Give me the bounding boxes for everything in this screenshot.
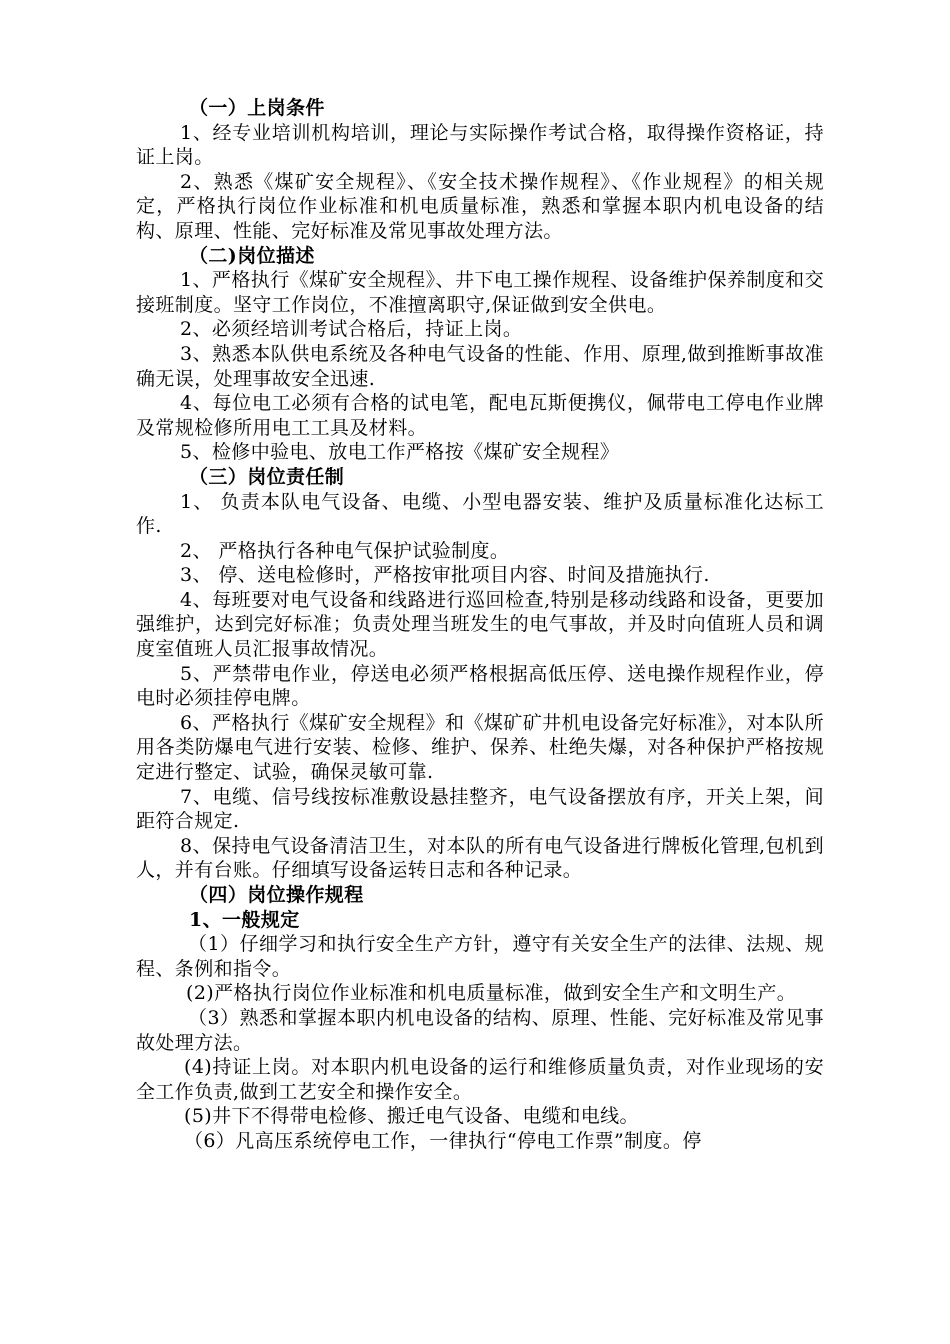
- paragraph: 8、保持电气设备清洁卫生，对本队的所有电气设备进行牌板化管理,包机到人，并有台账。仔细填写设备运转日志和各种记录。: [136, 834, 824, 882]
- paragraph: (4)持证上岗。对本职内机电设备的运行和维修质量负责，对作业现场的安全工作负责,做到工艺安全和操作安全。: [136, 1056, 824, 1103]
- paragraph: 5、严禁带电作业，停送电必须严格根据高低压停、送电操作规程作业，停电时必须挂停电牌。: [136, 662, 824, 710]
- paragraph: 7、电缆、信号线按标准敷设悬挂整齐，电气设备摆放有序，开关上架，间距符合规定.: [136, 785, 824, 833]
- document-body: [136, 96, 824, 1154]
- section-heading: 1、一般规定: [189, 908, 300, 931]
- paragraph: （1）仔细学习和执行安全生产方针，遵守有关安全生产的法律、法规、规程、条例和指令。: [136, 933, 824, 980]
- paragraph: 2、熟悉《煤矿安全规程》、《安全技术操作规程》、《作业规程》的相关规定，严格执行岗位作业标准和机电质量标准，熟悉和掌握本职内机电设备的结构、原理、性能、完好标准及常见事故处理方法。: [136, 170, 824, 242]
- paragraph: 1、经专业培训机构培训，理论与实际操作考试合格，取得操作资格证，持证上岗。: [136, 121, 824, 169]
- paragraph: （6）凡高压系统停电工作，一律执行“停电工作票”制度。停: [184, 1129, 702, 1152]
- section-heading: （四）岗位操作规程: [189, 884, 364, 906]
- section-heading: （二)岗位描述: [189, 244, 315, 267]
- paragraph: 1、 负责本队电气设备、电缆、小型电器安装、维护及质量标准化达标工作.: [136, 490, 824, 538]
- section-heading: （一）上岗条件: [189, 97, 325, 119]
- paragraph: 4、每班要对电气设备和线路进行巡回检查,特别是移动线路和设备，更要加强维护，达到完好标准；负责处理当班发生的电气事故，并及时向值班人员和调度室值班人员汇报事故情况。: [136, 588, 824, 661]
- paragraph: (5)井下不得带电检修、搬迁电气设备、电缆和电线。: [184, 1105, 639, 1128]
- paragraph: （3）熟悉和掌握本职内机电设备的结构、原理、性能、完好标准及常见事故处理方法。: [136, 1006, 824, 1054]
- paragraph: 1、严格执行《煤矿安全规程》、井下电工操作规程、设备维护保养制度和交接班制度。坚守工作岗位，不准擅离职守,保证做到安全供电。: [136, 269, 824, 316]
- paragraph: 5、检修中验电、放电工作严格按《煤矿安全规程》: [180, 441, 620, 464]
- paragraph: 3、熟悉本队供电系统及各种电气设备的性能、作用、原理,做到推断事故准确无误，处理事故安全迅速.: [136, 342, 824, 390]
- paragraph: 3、 停、送电检修时，严格按审批项目内容、时间及措施执行.: [180, 564, 710, 587]
- paragraph: 2、 严格执行各种电气保护试验制度。: [180, 539, 510, 562]
- section-heading: （三）岗位责任制: [189, 465, 345, 488]
- paragraph: 6、严格执行《煤矿安全规程》和《煤矿矿井机电设备完好标准》，对本队所用各类防爆电气进行安装、检修、维护、保养、杜绝失爆，对各种保护严格按规定进行整定、试验，确保灵敏可靠.: [136, 711, 824, 784]
- paragraph: 4、每位电工必须有合格的试电笔，配电瓦斯便携仪，佩带电工停电作业牌及常规检修所用电工工具及材料。: [136, 392, 824, 439]
- paragraph: (2)严格执行岗位作业标准和机电质量标准，做到安全生产和文明生产。: [186, 982, 797, 1005]
- paragraph: 2、必须经培训考试合格后，持证上岗。: [180, 318, 523, 341]
